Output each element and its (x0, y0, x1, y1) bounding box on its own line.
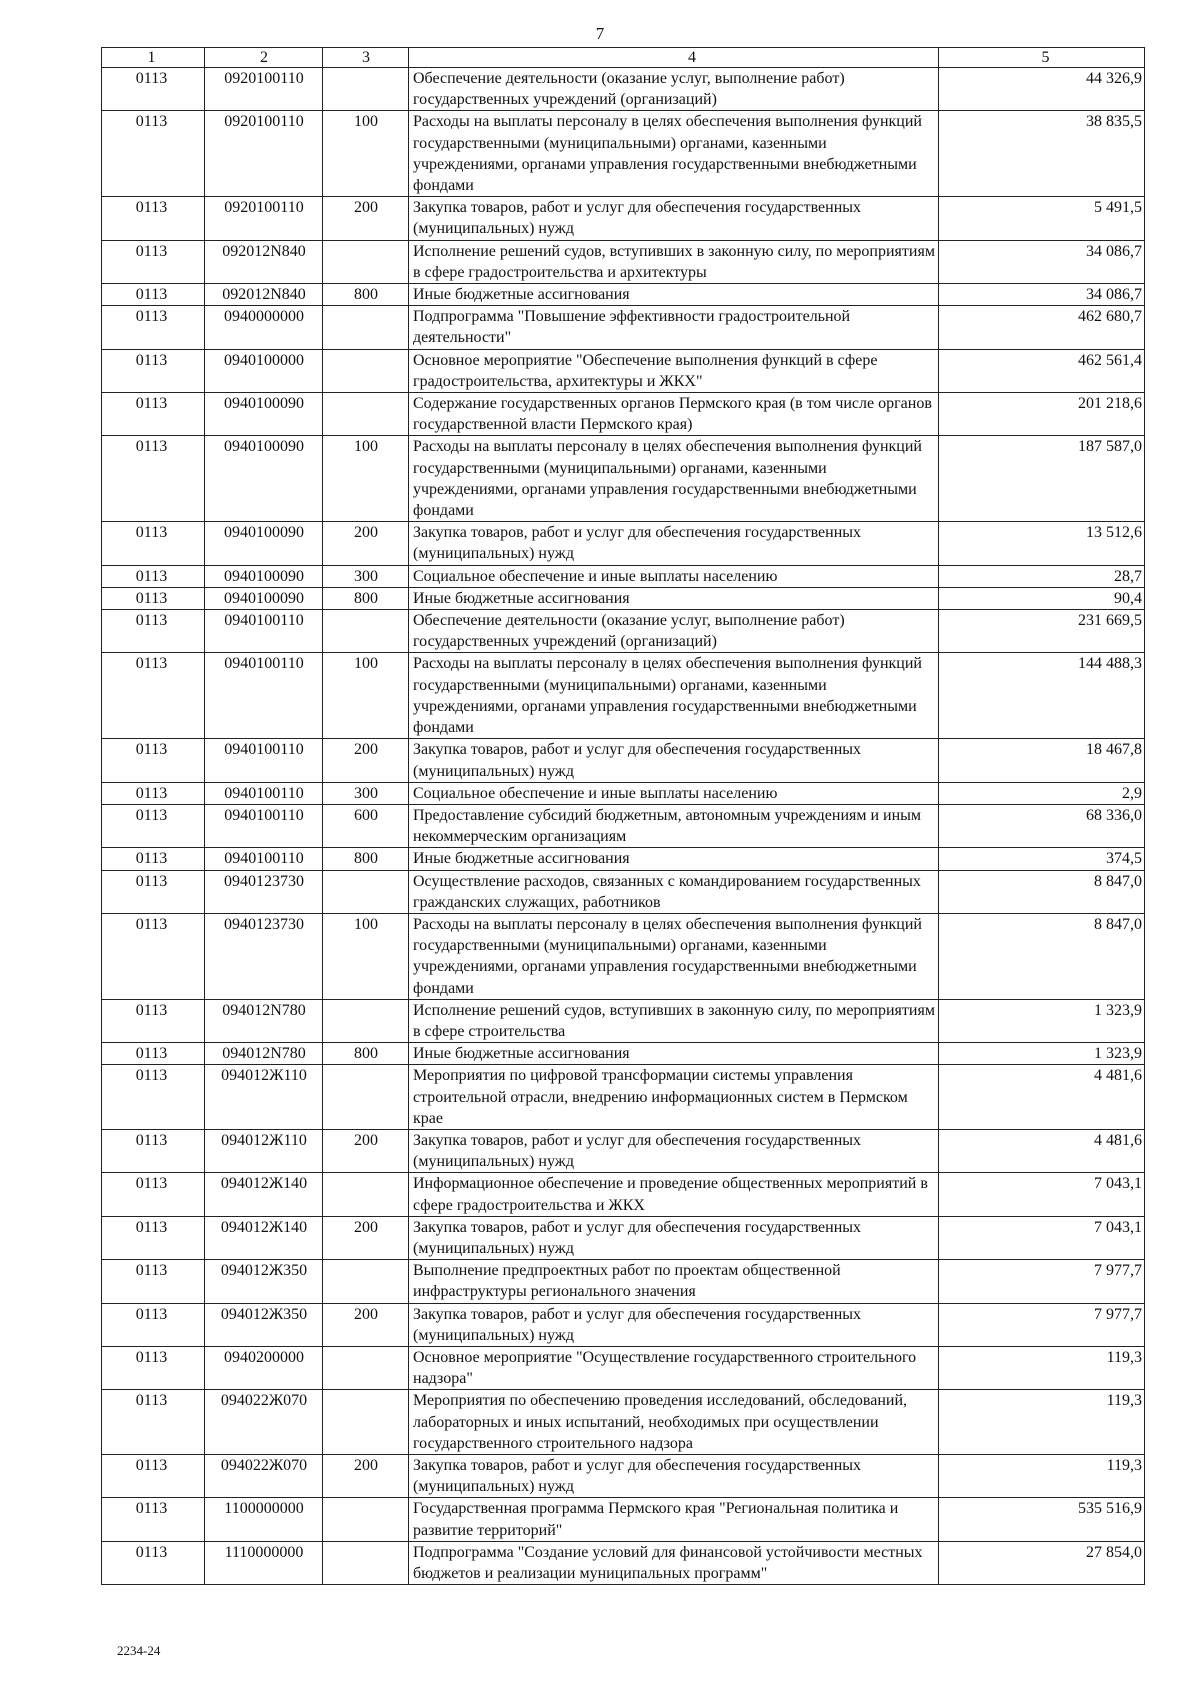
expense-type-cell (323, 393, 409, 436)
amount-cell: 13 512,6 (939, 522, 1145, 565)
table-row (102, 1541, 1145, 1584)
target-code-cell: 0940100090 (205, 522, 323, 565)
expense-type-cell: 100 (323, 913, 409, 999)
item-name-cell: Закупка товаров, работ и услуг для обеспечения государственных (муниципальных) нужд (409, 1455, 939, 1498)
expense-type-cell: 200 (323, 1455, 409, 1498)
table-body (102, 48, 1145, 1585)
expense-type-cell: 200 (323, 1216, 409, 1259)
expense-type-cell: 200 (323, 1303, 409, 1346)
target-code-cell: 094012N780 (205, 999, 323, 1042)
column-header: 5 (939, 48, 1145, 68)
item-name-cell: Мероприятия по обеспечению проведения исследований, обследований, лабораторных и иных испытаний, необходимых при осуществлении государственного строительного надзора (409, 1390, 939, 1455)
amount-cell: 7 977,7 (939, 1260, 1145, 1303)
expense-type-cell (323, 1346, 409, 1389)
item-name-cell: Содержание государственных органов Пермского края (в том числе органов государственной власти Пермского края) (409, 393, 939, 436)
table-row (102, 1455, 1145, 1498)
amount-cell: 7 043,1 (939, 1173, 1145, 1216)
expense-type-cell: 800 (323, 587, 409, 609)
amount-cell: 90,4 (939, 587, 1145, 609)
amount-cell: 44 326,9 (939, 68, 1145, 111)
target-code-cell: 1100000000 (205, 1498, 323, 1541)
table-row (102, 1129, 1145, 1172)
amount-cell: 119,3 (939, 1346, 1145, 1389)
item-name-cell: Осуществление расходов, связанных с командированием государственных гражданских служащих, работников (409, 870, 939, 913)
target-code-cell: 0940000000 (205, 306, 323, 349)
item-name-cell: Иные бюджетные ассигнования (409, 587, 939, 609)
expense-type-cell: 200 (323, 197, 409, 240)
amount-cell: 1 323,9 (939, 999, 1145, 1042)
item-name-cell: Закупка товаров, работ и услуг для обеспечения государственных (муниципальных) нужд (409, 1216, 939, 1259)
table-row (102, 653, 1145, 739)
section-code-cell: 0113 (102, 870, 205, 913)
target-code-cell: 1110000000 (205, 1541, 323, 1584)
header-row (102, 48, 1145, 68)
amount-cell: 18 467,8 (939, 739, 1145, 782)
section-code-cell: 0113 (102, 111, 205, 197)
section-code-cell: 0113 (102, 68, 205, 111)
target-code-cell: 0940100110 (205, 610, 323, 653)
amount-cell: 7 977,7 (939, 1303, 1145, 1346)
item-name-cell: Обеспечение деятельности (оказание услуг, выполнение работ) государственных учреждений (организаций) (409, 610, 939, 653)
section-code-cell: 0113 (102, 284, 205, 306)
table-row (102, 913, 1145, 999)
section-code-cell: 0113 (102, 848, 205, 870)
section-code-cell: 0113 (102, 1541, 205, 1584)
section-code-cell: 0113 (102, 349, 205, 392)
target-code-cell: 0940100110 (205, 653, 323, 739)
expense-type-cell (323, 870, 409, 913)
amount-cell: 462 680,7 (939, 306, 1145, 349)
section-code-cell: 0113 (102, 587, 205, 609)
column-header: 2 (205, 48, 323, 68)
target-code-cell: 0920100110 (205, 197, 323, 240)
item-name-cell: Социальное обеспечение и иные выплаты населению (409, 782, 939, 804)
target-code-cell: 094012N780 (205, 1043, 323, 1065)
amount-cell: 119,3 (939, 1455, 1145, 1498)
table-row (102, 284, 1145, 306)
amount-cell: 28,7 (939, 565, 1145, 587)
item-name-cell: Иные бюджетные ассигнования (409, 848, 939, 870)
amount-cell: 27 854,0 (939, 1541, 1145, 1584)
budget-table (101, 47, 1145, 1585)
target-code-cell: 0940100090 (205, 436, 323, 522)
section-code-cell: 0113 (102, 565, 205, 587)
item-name-cell: Социальное обеспечение и иные выплаты населению (409, 565, 939, 587)
item-name-cell: Закупка товаров, работ и услуг для обеспечения государственных (муниципальных) нужд (409, 1129, 939, 1172)
section-code-cell: 0113 (102, 913, 205, 999)
amount-cell: 38 835,5 (939, 111, 1145, 197)
item-name-cell: Государственная программа Пермского края "Региональная политика и развитие территорий" (409, 1498, 939, 1541)
target-code-cell: 0940100000 (205, 349, 323, 392)
expense-type-cell (323, 240, 409, 283)
target-code-cell: 0940100090 (205, 565, 323, 587)
expense-type-cell: 100 (323, 653, 409, 739)
table-row (102, 522, 1145, 565)
table-row (102, 1260, 1145, 1303)
table-row (102, 68, 1145, 111)
section-code-cell: 0113 (102, 197, 205, 240)
expense-type-cell: 200 (323, 739, 409, 782)
table-row (102, 1065, 1145, 1130)
target-code-cell: 094012Ж140 (205, 1173, 323, 1216)
amount-cell: 34 086,7 (939, 240, 1145, 283)
item-name-cell: Закупка товаров, работ и услуг для обеспечения государственных (муниципальных) нужд (409, 739, 939, 782)
expense-type-cell (323, 1390, 409, 1455)
target-code-cell: 094022Ж070 (205, 1455, 323, 1498)
expense-type-cell (323, 1541, 409, 1584)
column-header: 3 (323, 48, 409, 68)
target-code-cell: 0920100110 (205, 68, 323, 111)
target-code-cell: 0940100110 (205, 782, 323, 804)
table-row (102, 1390, 1145, 1455)
section-code-cell: 0113 (102, 1065, 205, 1130)
item-name-cell: Основное мероприятие "Обеспечение выполнения функций в сфере градостроительства, архитектуры и ЖКХ" (409, 349, 939, 392)
expense-type-cell: 300 (323, 565, 409, 587)
expense-type-cell: 200 (323, 1129, 409, 1172)
page-number: 7 (595, 24, 605, 43)
item-name-cell: Закупка товаров, работ и услуг для обеспечения государственных (муниципальных) нужд (409, 522, 939, 565)
target-code-cell: 094012Ж140 (205, 1216, 323, 1259)
expense-type-cell: 800 (323, 1043, 409, 1065)
expense-type-cell: 800 (323, 848, 409, 870)
table-row (102, 782, 1145, 804)
amount-cell: 8 847,0 (939, 870, 1145, 913)
amount-cell: 8 847,0 (939, 913, 1145, 999)
target-code-cell: 0940123730 (205, 913, 323, 999)
target-code-cell: 0920100110 (205, 111, 323, 197)
table-row (102, 240, 1145, 283)
section-code-cell: 0113 (102, 1346, 205, 1389)
amount-cell: 119,3 (939, 1390, 1145, 1455)
amount-cell: 462 561,4 (939, 349, 1145, 392)
item-name-cell: Основное мероприятие "Осуществление государственного строительного надзора" (409, 1346, 939, 1389)
expense-type-cell (323, 306, 409, 349)
item-name-cell: Расходы на выплаты персоналу в целях обеспечения выполнения функций государственными (муниципальными) органами, казенными учреждениями, органами управления государственными внебюджетными фондами (409, 653, 939, 739)
target-code-cell: 0940200000 (205, 1346, 323, 1389)
expense-type-cell: 300 (323, 782, 409, 804)
column-header: 1 (102, 48, 205, 68)
expense-type-cell: 100 (323, 111, 409, 197)
amount-cell: 144 488,3 (939, 653, 1145, 739)
amount-cell: 4 481,6 (939, 1065, 1145, 1130)
item-name-cell: Исполнение решений судов, вступивших в законную силу, по мероприятиям в сфере строительства (409, 999, 939, 1042)
amount-cell: 201 218,6 (939, 393, 1145, 436)
expense-type-cell (323, 1173, 409, 1216)
section-code-cell: 0113 (102, 1455, 205, 1498)
table-row (102, 1173, 1145, 1216)
section-code-cell: 0113 (102, 739, 205, 782)
amount-cell: 374,5 (939, 848, 1145, 870)
amount-cell: 68 336,0 (939, 804, 1145, 847)
amount-cell: 1 323,9 (939, 1043, 1145, 1065)
table-row (102, 306, 1145, 349)
amount-cell: 5 491,5 (939, 197, 1145, 240)
section-code-cell: 0113 (102, 1390, 205, 1455)
item-name-cell: Мероприятия по цифровой трансформации системы управления строительной отрасли, внедрению информационных систем в Пермском крае (409, 1065, 939, 1130)
target-code-cell: 094022Ж070 (205, 1390, 323, 1455)
section-code-cell: 0113 (102, 1173, 205, 1216)
target-code-cell: 0940100090 (205, 393, 323, 436)
table-row (102, 587, 1145, 609)
table-row (102, 1303, 1145, 1346)
target-code-cell: 094012Ж350 (205, 1260, 323, 1303)
item-name-cell: Закупка товаров, работ и услуг для обеспечения государственных (муниципальных) нужд (409, 197, 939, 240)
section-code-cell: 0113 (102, 999, 205, 1042)
table-row (102, 1216, 1145, 1259)
amount-cell: 187 587,0 (939, 436, 1145, 522)
expense-type-cell (323, 1065, 409, 1130)
table-row (102, 848, 1145, 870)
expense-type-cell (323, 1498, 409, 1541)
item-name-cell: Расходы на выплаты персоналу в целях обеспечения выполнения функций государственными (муниципальными) органами, казенными учреждениями, органами управления государственными внебюджетными фондами (409, 111, 939, 197)
item-name-cell: Иные бюджетные ассигнования (409, 1043, 939, 1065)
item-name-cell: Расходы на выплаты персоналу в целях обеспечения выполнения функций государственными (муниципальными) органами, казенными учреждениями, органами управления государственными внебюджетными фондами (409, 436, 939, 522)
section-code-cell: 0113 (102, 393, 205, 436)
table-row (102, 870, 1145, 913)
section-code-cell: 0113 (102, 610, 205, 653)
item-name-cell: Подпрограмма "Создание условий для финансовой устойчивости местных бюджетов и реализации муниципальных программ" (409, 1541, 939, 1584)
expense-type-cell (323, 610, 409, 653)
item-name-cell: Иные бюджетные ассигнования (409, 284, 939, 306)
expense-type-cell: 800 (323, 284, 409, 306)
section-code-cell: 0113 (102, 804, 205, 847)
target-code-cell: 0940100110 (205, 804, 323, 847)
target-code-cell: 094012Ж110 (205, 1065, 323, 1130)
section-code-cell: 0113 (102, 240, 205, 283)
item-name-cell: Исполнение решений судов, вступивших в законную силу, по мероприятиям в сфере градостроительства и архитектуры (409, 240, 939, 283)
section-code-cell: 0113 (102, 522, 205, 565)
section-code-cell: 0113 (102, 306, 205, 349)
target-code-cell: 094012Ж350 (205, 1303, 323, 1346)
target-code-cell: 094012Ж110 (205, 1129, 323, 1172)
target-code-cell: 0940100110 (205, 739, 323, 782)
item-name-cell: Предоставление субсидий бюджетным, автономным учреждениям и иным некоммерческим организациям (409, 804, 939, 847)
target-code-cell: 0940100090 (205, 587, 323, 609)
column-header: 4 (409, 48, 939, 68)
table-row (102, 1043, 1145, 1065)
target-code-cell: 092012N840 (205, 240, 323, 283)
item-name-cell: Расходы на выплаты персоналу в целях обеспечения выполнения функций государственными (муниципальными) органами, казенными учреждениями, органами управления государственными внебюджетными фондами (409, 913, 939, 999)
section-code-cell: 0113 (102, 1260, 205, 1303)
table-row (102, 349, 1145, 392)
table-row (102, 565, 1145, 587)
section-code-cell: 0113 (102, 1303, 205, 1346)
amount-cell: 2,9 (939, 782, 1145, 804)
amount-cell: 7 043,1 (939, 1216, 1145, 1259)
table-row (102, 393, 1145, 436)
section-code-cell: 0113 (102, 653, 205, 739)
item-name-cell: Информационное обеспечение и проведение общественных мероприятий в сфере градостроительства и ЖКХ (409, 1173, 939, 1216)
target-code-cell: 0940100110 (205, 848, 323, 870)
expense-type-cell: 200 (323, 522, 409, 565)
amount-cell: 535 516,9 (939, 1498, 1145, 1541)
section-code-cell: 0113 (102, 1043, 205, 1065)
expense-type-cell (323, 349, 409, 392)
expense-type-cell: 100 (323, 436, 409, 522)
table-row (102, 111, 1145, 197)
table-row (102, 1346, 1145, 1389)
table-row (102, 804, 1145, 847)
section-code-cell: 0113 (102, 782, 205, 804)
item-name-cell: Закупка товаров, работ и услуг для обеспечения государственных (муниципальных) нужд (409, 1303, 939, 1346)
table-row (102, 197, 1145, 240)
item-name-cell: Выполнение предпроектных работ по проектам общественной инфраструктуры регионального значения (409, 1260, 939, 1303)
section-code-cell: 0113 (102, 436, 205, 522)
amount-cell: 231 669,5 (939, 610, 1145, 653)
target-code-cell: 092012N840 (205, 284, 323, 306)
section-code-cell: 0113 (102, 1129, 205, 1172)
table-row (102, 1498, 1145, 1541)
section-code-cell: 0113 (102, 1498, 205, 1541)
expense-type-cell: 600 (323, 804, 409, 847)
footer-code: 2234-24 (117, 1643, 161, 1658)
amount-cell: 34 086,7 (939, 284, 1145, 306)
table-row (102, 436, 1145, 522)
target-code-cell: 0940123730 (205, 870, 323, 913)
section-code-cell: 0113 (102, 1216, 205, 1259)
table-row (102, 610, 1145, 653)
expense-type-cell (323, 999, 409, 1042)
item-name-cell: Подпрограмма "Повышение эффективности градостроительной деятельности" (409, 306, 939, 349)
expense-type-cell (323, 68, 409, 111)
amount-cell: 4 481,6 (939, 1129, 1145, 1172)
expense-type-cell (323, 1260, 409, 1303)
table-row (102, 739, 1145, 782)
item-name-cell: Обеспечение деятельности (оказание услуг, выполнение работ) государственных учреждений (организаций) (409, 68, 939, 111)
table-row (102, 999, 1145, 1042)
